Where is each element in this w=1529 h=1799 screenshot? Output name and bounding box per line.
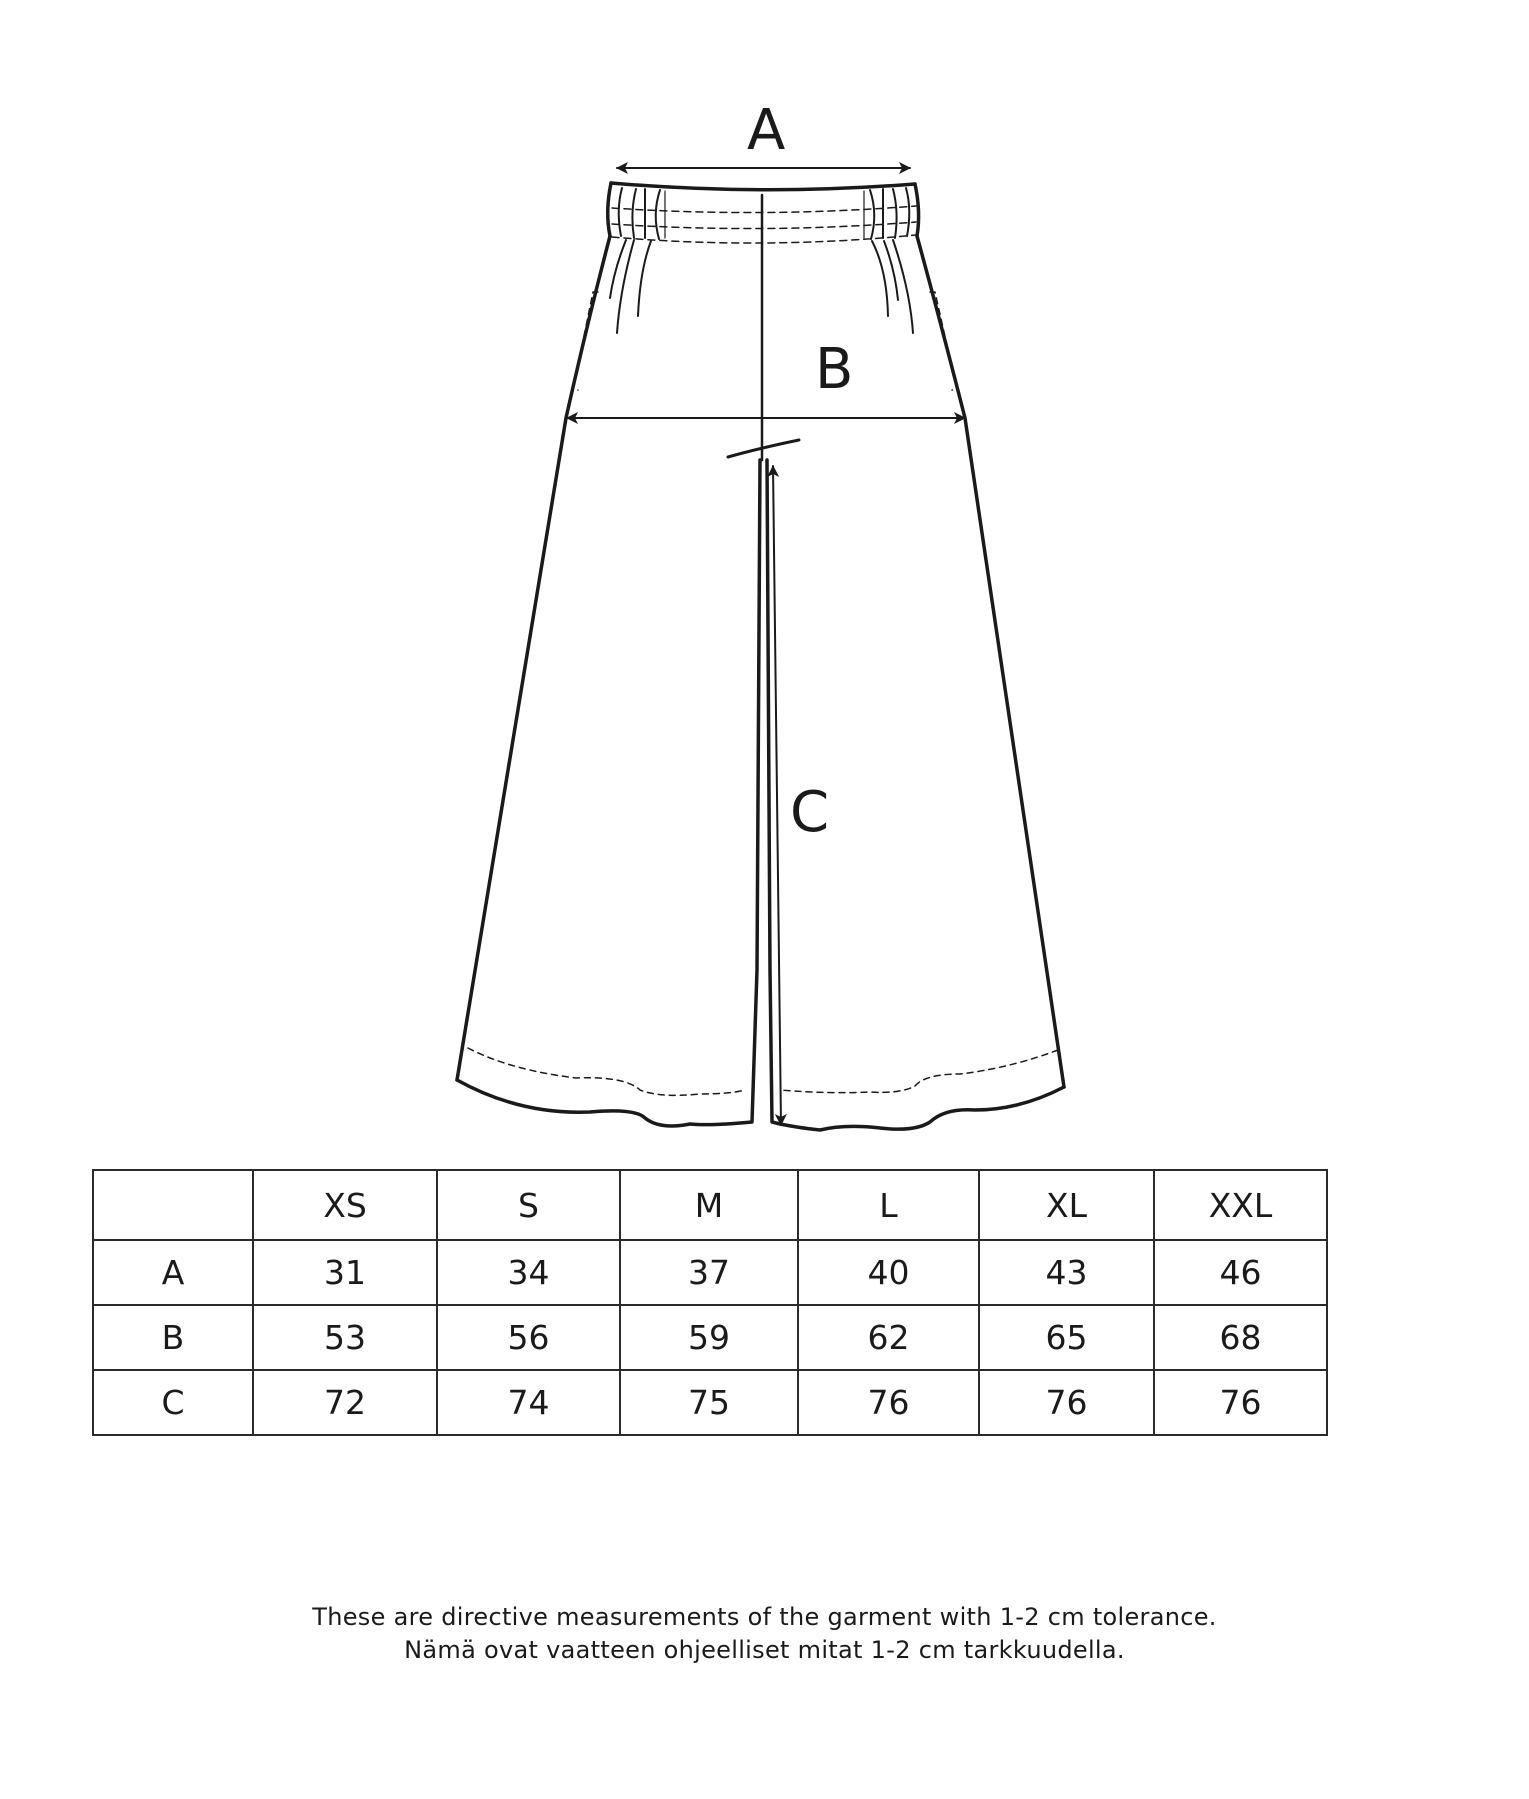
header-cell-xl: XL	[979, 1170, 1154, 1240]
measure-c-arrow	[773, 466, 781, 1125]
table-cell: 76	[798, 1370, 979, 1435]
table-cell: 68	[1154, 1305, 1327, 1370]
table-cell: 72	[253, 1370, 437, 1435]
row-label-a: A	[93, 1240, 253, 1305]
table-cell: 40	[798, 1240, 979, 1305]
table-cell: 65	[979, 1305, 1154, 1370]
header-cell-l: L	[798, 1170, 979, 1240]
table-cell: 43	[979, 1240, 1154, 1305]
table-cell: 76	[1154, 1370, 1327, 1435]
right-leg	[767, 236, 1064, 1130]
size-table	[92, 1169, 1328, 1436]
table-cell: 74	[437, 1370, 620, 1435]
table-cell: 46	[1154, 1240, 1327, 1305]
table-header-row	[93, 1170, 1327, 1240]
header-cell-empty	[93, 1170, 253, 1240]
footnote-english: These are directive measurements of the garment with 1-2 cm tolerance.	[312, 1603, 1217, 1631]
header-cell-m: M	[620, 1170, 798, 1240]
header-cell-xxl: XXL	[1154, 1170, 1327, 1240]
header-cell-xs: XS	[253, 1170, 437, 1240]
row-label-c: C	[93, 1370, 253, 1435]
label-a: A	[747, 98, 786, 163]
footnote-finnish: Nämä ovat vaatteen ohjeelliset mitat 1-2 cm tarkkuudella.	[404, 1636, 1125, 1664]
table-cell: 75	[620, 1370, 798, 1435]
break-mark	[728, 440, 799, 457]
table-row	[93, 1240, 1327, 1305]
table-cell: 62	[798, 1305, 979, 1370]
table-cell: 56	[437, 1305, 620, 1370]
label-b: B	[815, 337, 854, 402]
row-label-b: B	[93, 1305, 253, 1370]
table-cell: 76	[979, 1370, 1154, 1435]
header-cell-s: S	[437, 1170, 620, 1240]
table-cell: 59	[620, 1305, 798, 1370]
left-leg	[457, 236, 760, 1126]
table-row	[93, 1370, 1327, 1435]
table-cell: 53	[253, 1305, 437, 1370]
table-cell: 37	[620, 1240, 798, 1305]
table-row	[93, 1305, 1327, 1370]
table-cell: 34	[437, 1240, 620, 1305]
table-cell: 31	[253, 1240, 437, 1305]
label-c: C	[790, 780, 830, 845]
